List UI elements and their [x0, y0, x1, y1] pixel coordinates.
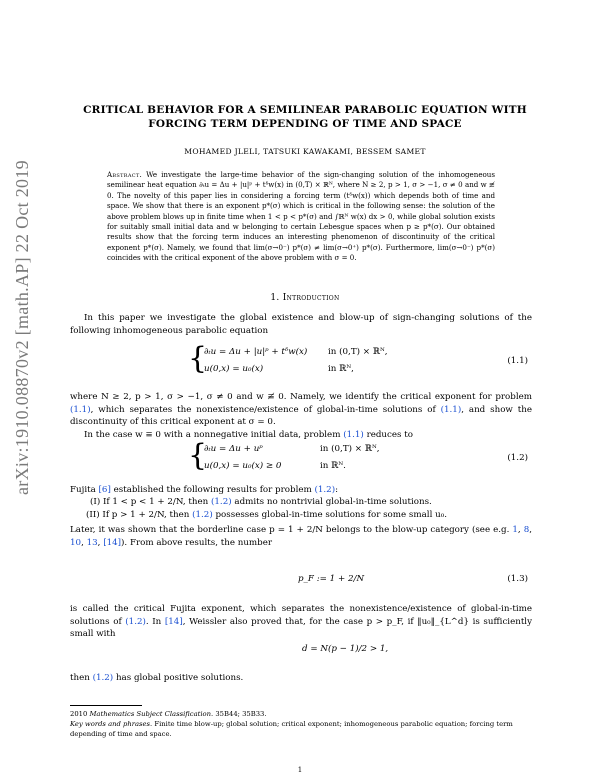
- equation-1-1-row-2: u(0,x) = u₀(x): [204, 364, 264, 374]
- result-item-2: (II) If p > 1 + 2/N, then (1.2) possesses global-in-time solutions for some small u₀.: [86, 510, 447, 520]
- equation-brace: {: [188, 438, 208, 473]
- footnote-keywords: Key words and phrases. Finite time blow-up; global solution; critical exponent; inhomogeneous parabolic equation; forcing term depending of time and space.: [70, 720, 513, 738]
- citation-link-10[interactable]: 10: [70, 537, 82, 548]
- footnote-msc: 2010 Mathematics Subject Classification. 35B44; 35B33.: [70, 710, 267, 718]
- equation-1-2: [70, 438, 532, 477]
- equation-link-1-2[interactable]: (1.2): [125, 616, 146, 627]
- abstract: [107, 170, 495, 264]
- equation-1-2-row-2: u(0,x) = u₀(x) ≥ 0: [204, 461, 282, 471]
- citation-link-6[interactable]: [6]: [98, 485, 111, 495]
- abstract-label: Abstract.: [107, 170, 143, 179]
- citation-link-8[interactable]: 8: [523, 525, 530, 535]
- equation-fujita-exponent: p_F := 1 + 2/N: [298, 574, 365, 584]
- paragraph-intro: In this paper we investigate the global existence and blow-up of sign-changing solutions of the following inhomogeneous parabolic equation: [70, 313, 532, 336]
- paper-title: CRITICAL BEHAVIOR FOR A SEMILINEAR PARABOLIC EQUATION WITH FORCING TERM DEPENDING OF TIME AND SPACE: [83, 104, 527, 130]
- equation-link-1-2[interactable]: (1.2): [192, 510, 213, 520]
- equation-number-1-2: (1.2): [507, 453, 528, 463]
- equation-d-definition: d = N(p − 1)/2 > 1,: [302, 644, 389, 654]
- citation-link-14[interactable]: [14]: [103, 537, 122, 548]
- equation-link-1-1[interactable]: (1.1): [440, 404, 462, 415]
- citation-link-1[interactable]: 1: [512, 525, 518, 535]
- paragraph-global-solutions: then (1.2) has global positive solutions.: [70, 673, 244, 683]
- page-number: 1: [297, 766, 303, 774]
- section-title-introduction: 1. Introduction: [270, 293, 340, 303]
- footnotes: [70, 709, 532, 739]
- equation-link-1-2[interactable]: (1.2): [92, 673, 114, 683]
- footnote-divider: [70, 705, 142, 706]
- paragraph-critical-fujita: is called the critical Fujita exponent, which separates the nonexistence/existence of global-in-time solutions of (1.2). In [14], Weissler also proved that, for the case p > p_F, if ‖u₀‖_{L^d} is sufficiently small with: [70, 604, 532, 640]
- equation-link-1-1[interactable]: (1.1): [343, 430, 364, 440]
- equation-number-1-1: (1.1): [507, 356, 528, 366]
- paragraph-borderline-case: Later, it was shown that the borderline case p = 1 + 2/N belongs to the blow-up category (see e.g. 1, 8, 10, 13, [14]). From above results, the number: [70, 525, 532, 548]
- paragraph-problem-statement: where N ≥ 2, p > 1, σ > −1, σ ≠ 0 and w ≢ 0. Namely, we identify the critical exponent for problem (1.1), which separates the nonexistence/existence of global-in-time solutions of (1.1), and show the discontinuity of this critical exponent at σ = 0.: [70, 392, 532, 428]
- arxiv-identifier-stamp: arXiv:1910.08870v2 [math.AP] 22 Oct 2019: [12, 160, 32, 495]
- equation-link-1-2[interactable]: (1.2): [314, 485, 336, 495]
- abstract-text: We investigate the large-time behavior of the sign-changing solution of the inhomogeneous semilinear heat equation ∂ₜu = Δu + |u|ᵖ + tᵟw(x) in (0,T) × ℝᴺ, where N ≥ 2, p > 1, σ > −1, σ ≠ 0 and w ≢ 0. The novelty of this paper lies in considering a forcing term (tᵟw(x)) which depends both of time and space. We show that there is an exponent p*(σ) which is critical in the following sense: the solution of the above problem blows up in finite time when 1 < p < p*(σ) and ∫ℝᴺ w(x) dx > 0, while global solution exists for suitably small initial data and w belonging to certain Lebesgue spaces when p ≥ p*(σ). Our obtained results show that the forcing term induces an interesting phenomenon of discontinuity of the critical exponent p*(σ). Namely, we found that lim(σ→0⁻) p*(σ) ≠ lim(σ→0⁺) p*(σ). Furthermore, lim(σ→0⁻) p*(σ) coincides with the critical exponent of the above problem with σ = 0.: [107, 170, 495, 263]
- equation-weissler-condition: [70, 644, 532, 664]
- equation-1-3: [70, 574, 532, 594]
- equation-1-1-row-1-domain: in (0,T) × ℝᴺ,: [328, 347, 388, 357]
- paper-authors: MOHAMED JLELI, TATSUKI KAWAKAMI, BESSEM SAMET: [184, 147, 426, 156]
- result-item-1: (I) If 1 < p < 1 + 2/N, then (1.2) admits no nontrivial global-in-time solutions.: [90, 497, 432, 507]
- equation-1-1-row-1: ∂ₜu = Δu + |u|ᵖ + tᵟw(x): [204, 347, 308, 357]
- equation-link-1-2[interactable]: (1.2): [211, 497, 232, 507]
- paragraph-case-w-zero: In the case w ≡ 0 with a nonnegative initial data, problem (1.1) reduces to: [84, 430, 413, 440]
- equation-1-2-row-1-domain: in (0,T) × ℝᴺ,: [320, 444, 380, 454]
- citation-link-13[interactable]: 13: [86, 537, 98, 548]
- equation-1-1-row-2-domain: in ℝᴺ,: [328, 364, 354, 374]
- equation-1-1: [70, 341, 532, 380]
- citation-link-14[interactable]: [14]: [164, 616, 183, 627]
- equation-1-2-row-1: ∂ₜu = Δu + uᵖ: [204, 444, 263, 454]
- paragraph-fujita: Fujita [6] established the following results for problem (1.2):: [70, 485, 339, 495]
- equation-1-2-row-2-domain: in ℝᴺ.: [320, 461, 346, 471]
- equation-number-1-3: (1.3): [507, 574, 528, 584]
- equation-brace: {: [188, 341, 208, 376]
- equation-link-1-1[interactable]: (1.1): [70, 404, 91, 415]
